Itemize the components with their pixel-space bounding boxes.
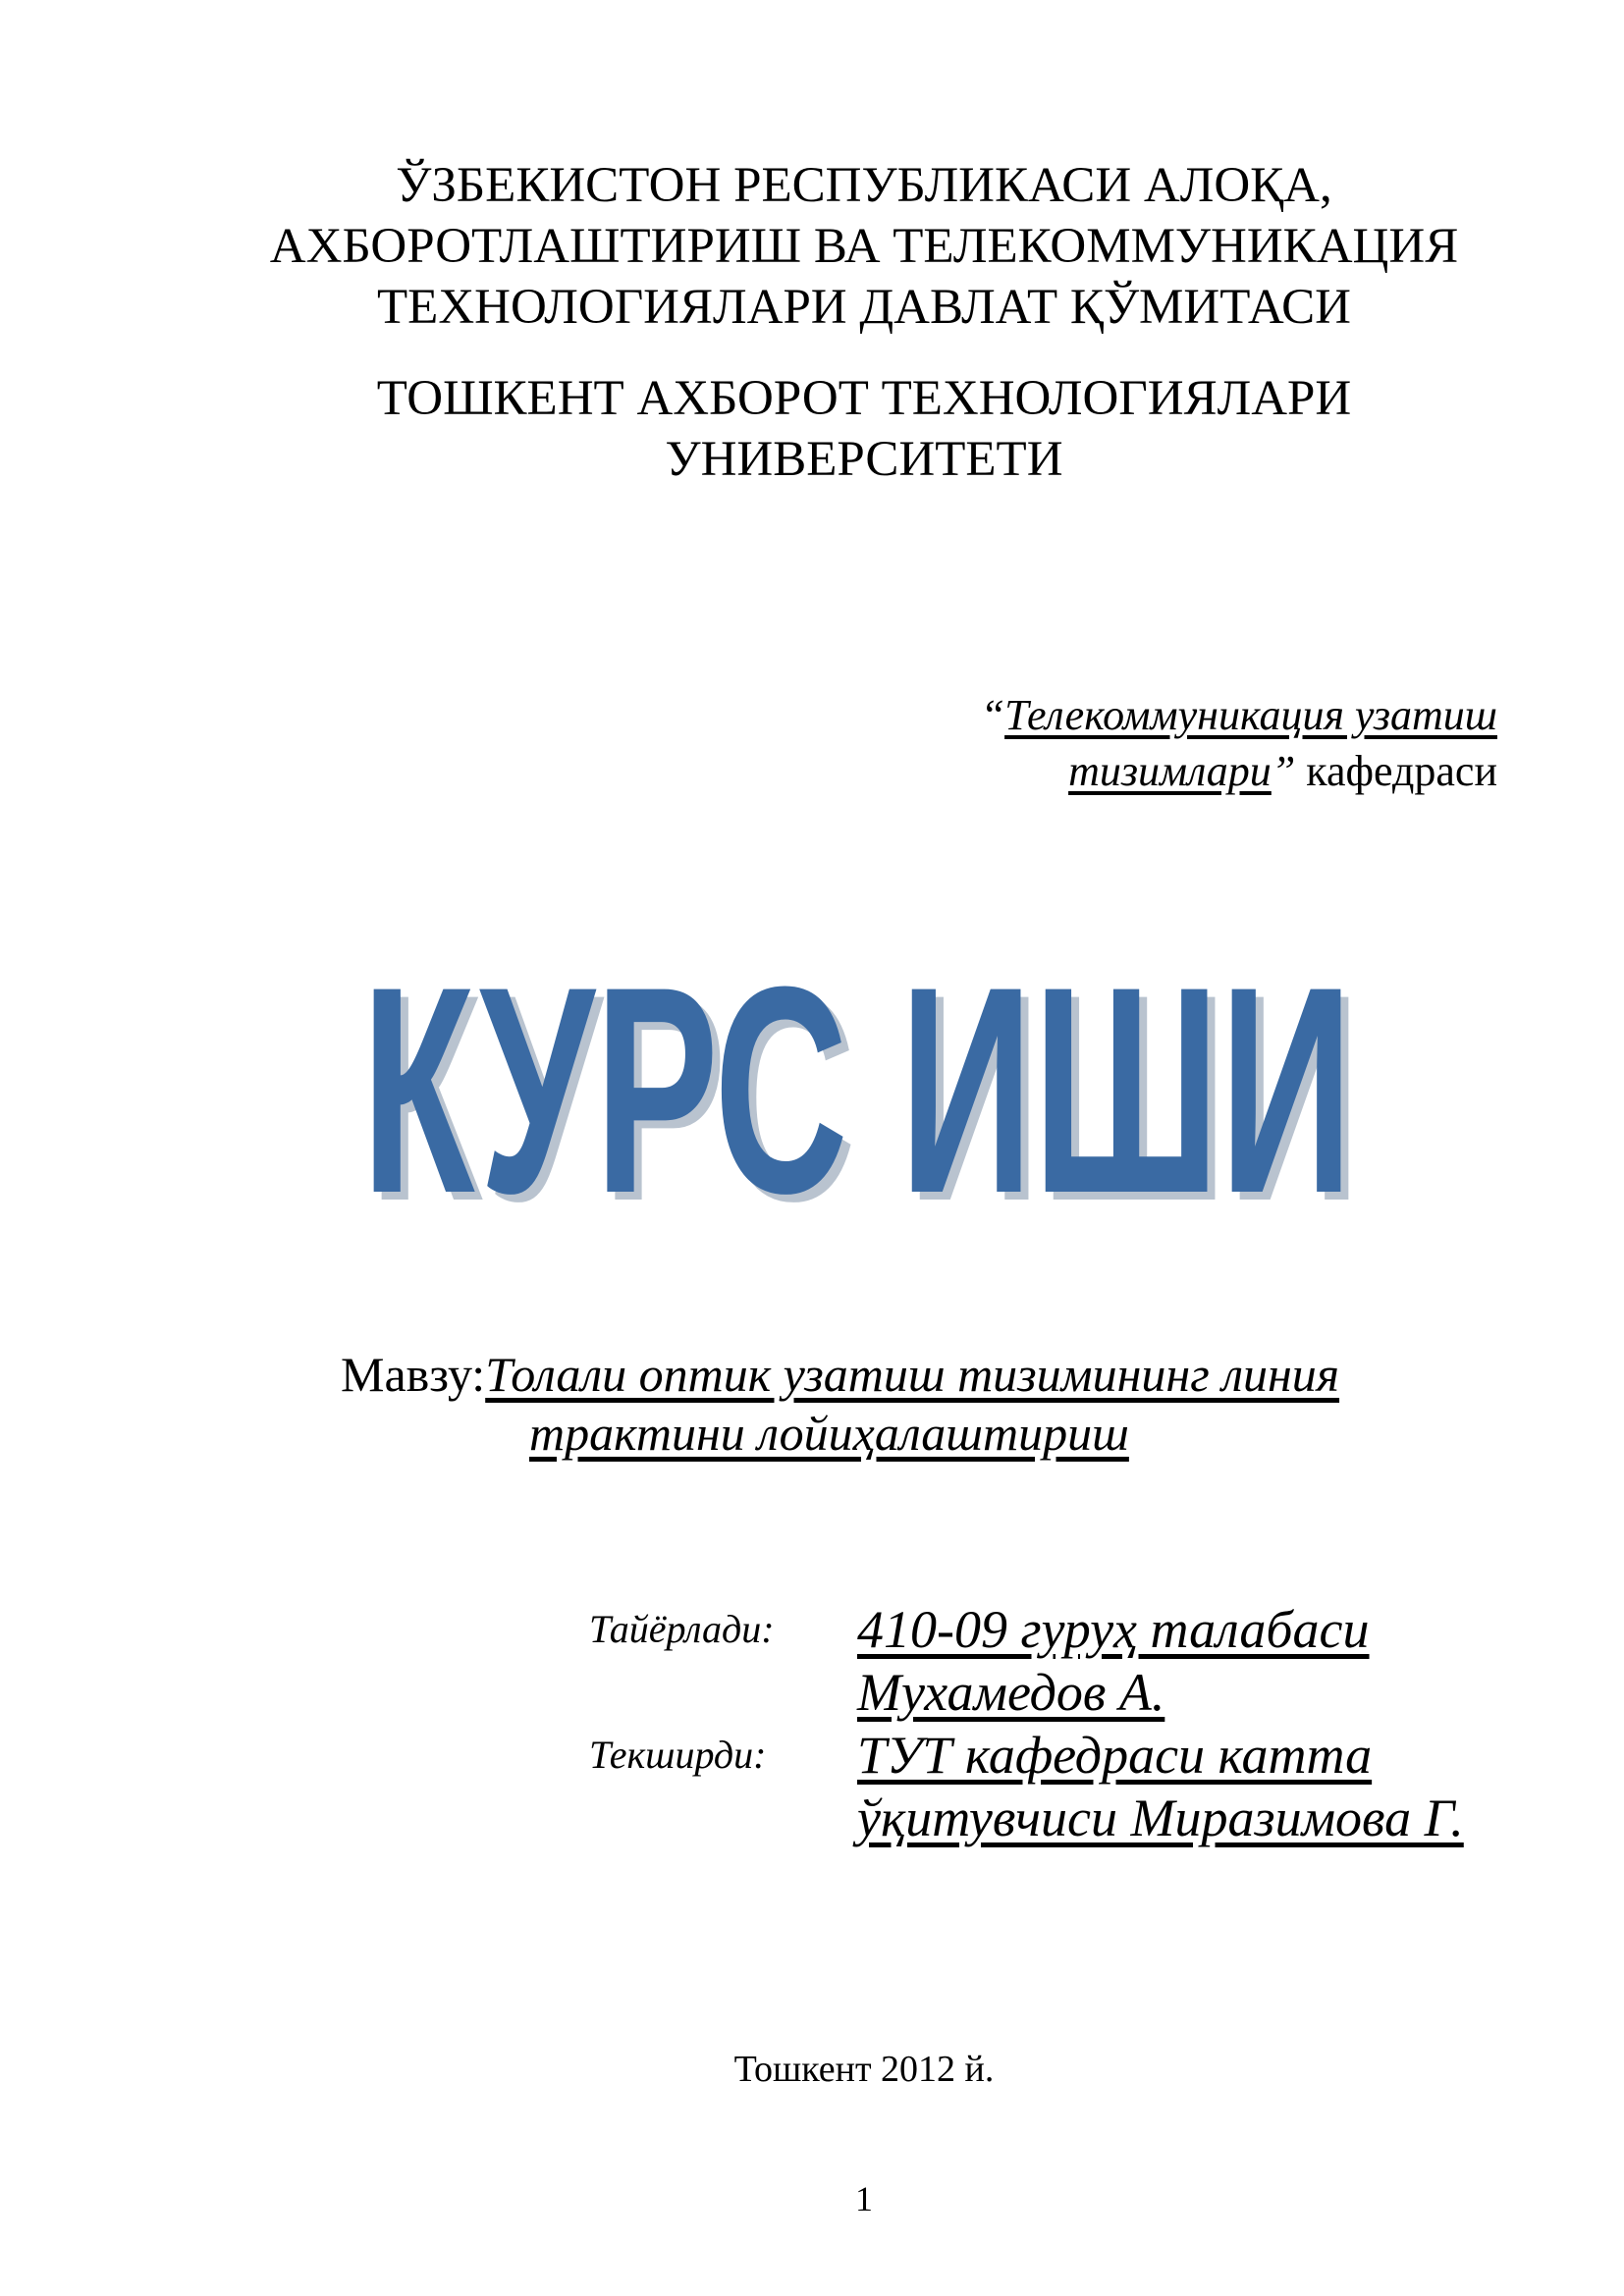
checked-line-1: ТУТ кафедраси катта [857,1726,1373,1785]
university-line: ТОШКЕНТ АХБОРОТ ТЕХНОЛОГИЯЛАРИ [376,371,1352,426]
course-work-title [349,931,1370,1225]
topic-line-1: Толали оптик узатиш тизимининг линия [485,1347,1340,1402]
department-name-part1: Телекоммуникация узатиш [1004,691,1497,739]
page-number: 1 [855,2179,873,2218]
department-name [712,687,1497,799]
course-work-title-art [349,931,1370,1225]
topic-line-2: трактини лойиҳалаштириш [529,1406,1129,1461]
topic-label: Мавзу: [341,1347,486,1402]
ministry-line: ТЕХНОЛОГИЯЛАРИ ДАВЛАТ ҚЎМИТАСИ [377,280,1351,335]
credits-block [589,1598,1571,1849]
checked-value [857,1724,1464,1849]
ministry-line: АХБОРОТЛАШТИРИШ ВА ТЕЛЕКОММУНИКАЦИЯ [269,219,1459,274]
title-text: КУРС ИШИ [361,931,1353,1225]
prepared-line-1: 410-09 гуруҳ талабаси [857,1600,1370,1659]
university-line: УНИВЕРСИТЕТИ [665,432,1063,487]
checked-line-2: ўқитувчиси Миразимова Г. [857,1789,1464,1847]
prepared-row [589,1598,1571,1724]
checked-row [589,1724,1571,1849]
department-name-part2: тизимлари [1068,747,1272,795]
university-heading [0,368,1624,490]
quote-open: “ [980,691,1005,739]
title-shadow: КУРС ИШИ [369,933,1361,1225]
prepared-label: Тайёрлади: [589,1607,775,1651]
ministry-heading [0,155,1624,338]
prepared-line-2: Мухамедов А. [857,1663,1165,1722]
department-suffix: кафедраси [1295,747,1497,795]
checked-label: Текширди: [589,1733,767,1777]
prepared-value [857,1598,1370,1724]
ministry-line: ЎЗБЕКИСТОН РЕСПУБЛИКАСИ АЛОҚА, [396,158,1332,213]
department-line-2 [712,743,1497,799]
city-year: Тошкент 2012 й. [733,2049,995,2090]
quote-close: ” [1271,747,1296,795]
department-line-1 [712,687,1497,743]
topic-block [341,1345,1519,1463]
